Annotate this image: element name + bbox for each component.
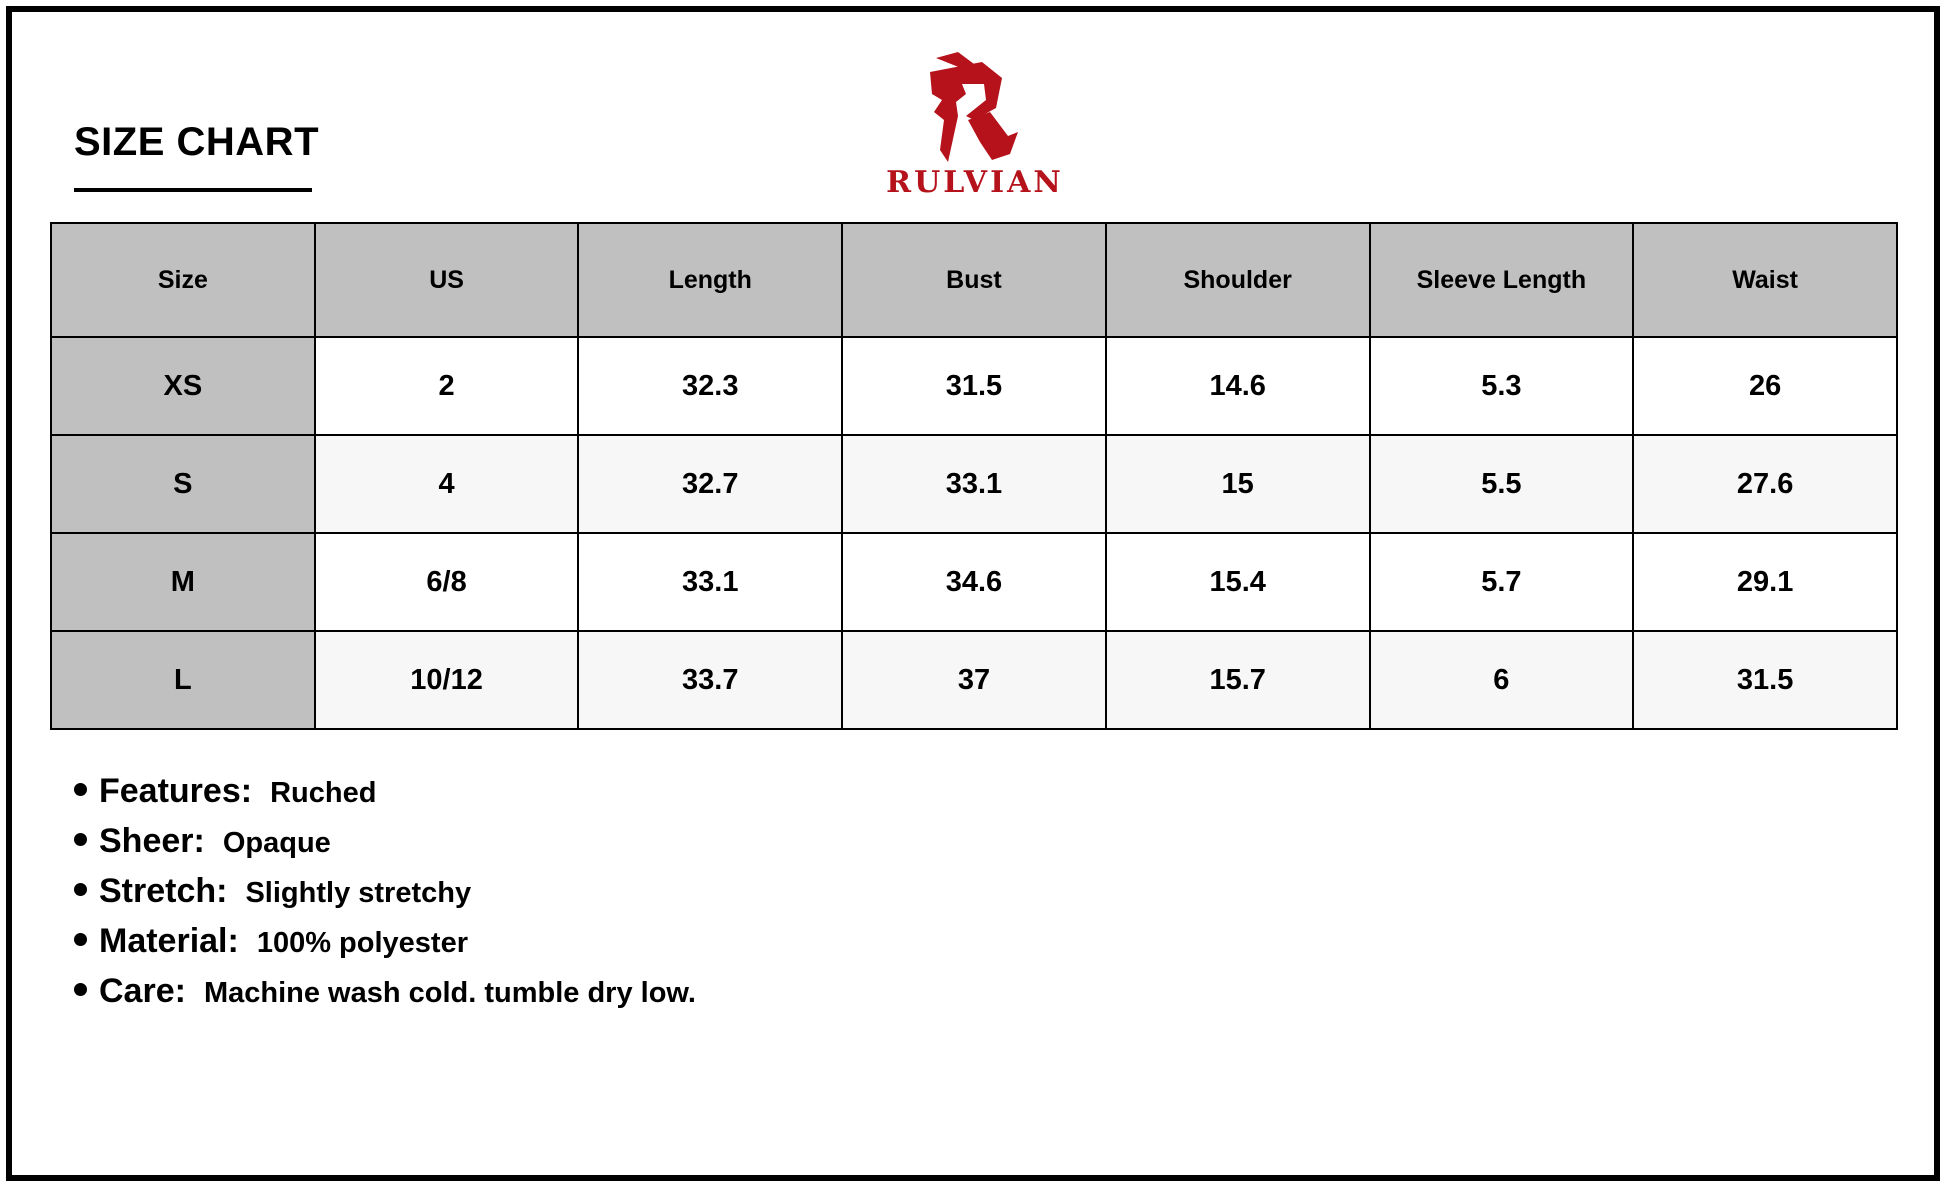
page-title: SIZE CHART — [74, 120, 319, 164]
size-cell: XS — [51, 337, 315, 435]
column-header: Bust — [842, 223, 1106, 337]
table-cell: 6/8 — [315, 533, 579, 631]
table-cell: 32.3 — [578, 337, 842, 435]
list-item — [74, 872, 696, 922]
table-cell: 34.6 — [842, 533, 1106, 631]
table-cell: 5.7 — [1370, 533, 1634, 631]
column-header: Waist — [1633, 223, 1897, 337]
table-cell: 5.5 — [1370, 435, 1634, 533]
feature-label: Material: — [99, 922, 239, 960]
feature-value: 100% polyester — [256, 927, 468, 959]
title-underline — [74, 188, 312, 192]
table-cell: 31.5 — [1633, 631, 1897, 729]
feature-label: Features: — [99, 772, 253, 810]
table-cell: 15.4 — [1106, 533, 1370, 631]
table-cell: 37 — [842, 631, 1106, 729]
bullet-icon — [74, 883, 87, 896]
table-row — [51, 435, 1897, 533]
table-cell: 32.7 — [578, 435, 842, 533]
table-cell: 10/12 — [315, 631, 579, 729]
table-header-row — [51, 223, 1897, 337]
table-row — [51, 533, 1897, 631]
table-cell: 4 — [315, 435, 579, 533]
table-cell: 29.1 — [1633, 533, 1897, 631]
table-cell: 33.1 — [842, 435, 1106, 533]
table-cell: 15 — [1106, 435, 1370, 533]
size-table — [50, 222, 1898, 730]
feature-label: Care: — [99, 972, 186, 1010]
brand-logo — [870, 50, 1080, 210]
column-header: Size — [51, 223, 315, 337]
table-cell: 5.3 — [1370, 337, 1634, 435]
feature-value: Opaque — [222, 827, 331, 859]
rulvian-r-logo-icon — [870, 50, 1080, 170]
table-cell: 15.7 — [1106, 631, 1370, 729]
table-cell: 26 — [1633, 337, 1897, 435]
column-header: Length — [578, 223, 842, 337]
size-cell: S — [51, 435, 315, 533]
column-header: US — [315, 223, 579, 337]
list-item — [74, 822, 696, 872]
table-cell: 31.5 — [842, 337, 1106, 435]
table-cell: 33.7 — [578, 631, 842, 729]
feature-label: Sheer: — [99, 822, 205, 860]
bullet-icon — [74, 783, 87, 796]
table-cell: 6 — [1370, 631, 1634, 729]
table-row — [51, 631, 1897, 729]
feature-value: Ruched — [270, 777, 377, 809]
table-cell: 14.6 — [1106, 337, 1370, 435]
column-header: Shoulder — [1106, 223, 1370, 337]
size-cell: L — [51, 631, 315, 729]
feature-list — [74, 772, 696, 1022]
bullet-icon — [74, 983, 87, 996]
bullet-icon — [74, 833, 87, 846]
brand-name: RULVIAN — [886, 165, 1064, 200]
feature-value: Slightly stretchy — [245, 877, 472, 909]
table-cell: 2 — [315, 337, 579, 435]
table-cell: 33.1 — [578, 533, 842, 631]
list-item — [74, 922, 696, 972]
table-row — [51, 337, 1897, 435]
size-cell: M — [51, 533, 315, 631]
feature-label: Stretch: — [99, 872, 228, 910]
feature-value: Machine wash cold. tumble dry low. — [203, 977, 696, 1009]
column-header: Sleeve Length — [1370, 223, 1634, 337]
bullet-icon — [74, 933, 87, 946]
list-item — [74, 972, 696, 1022]
list-item — [74, 772, 696, 822]
table-cell: 27.6 — [1633, 435, 1897, 533]
